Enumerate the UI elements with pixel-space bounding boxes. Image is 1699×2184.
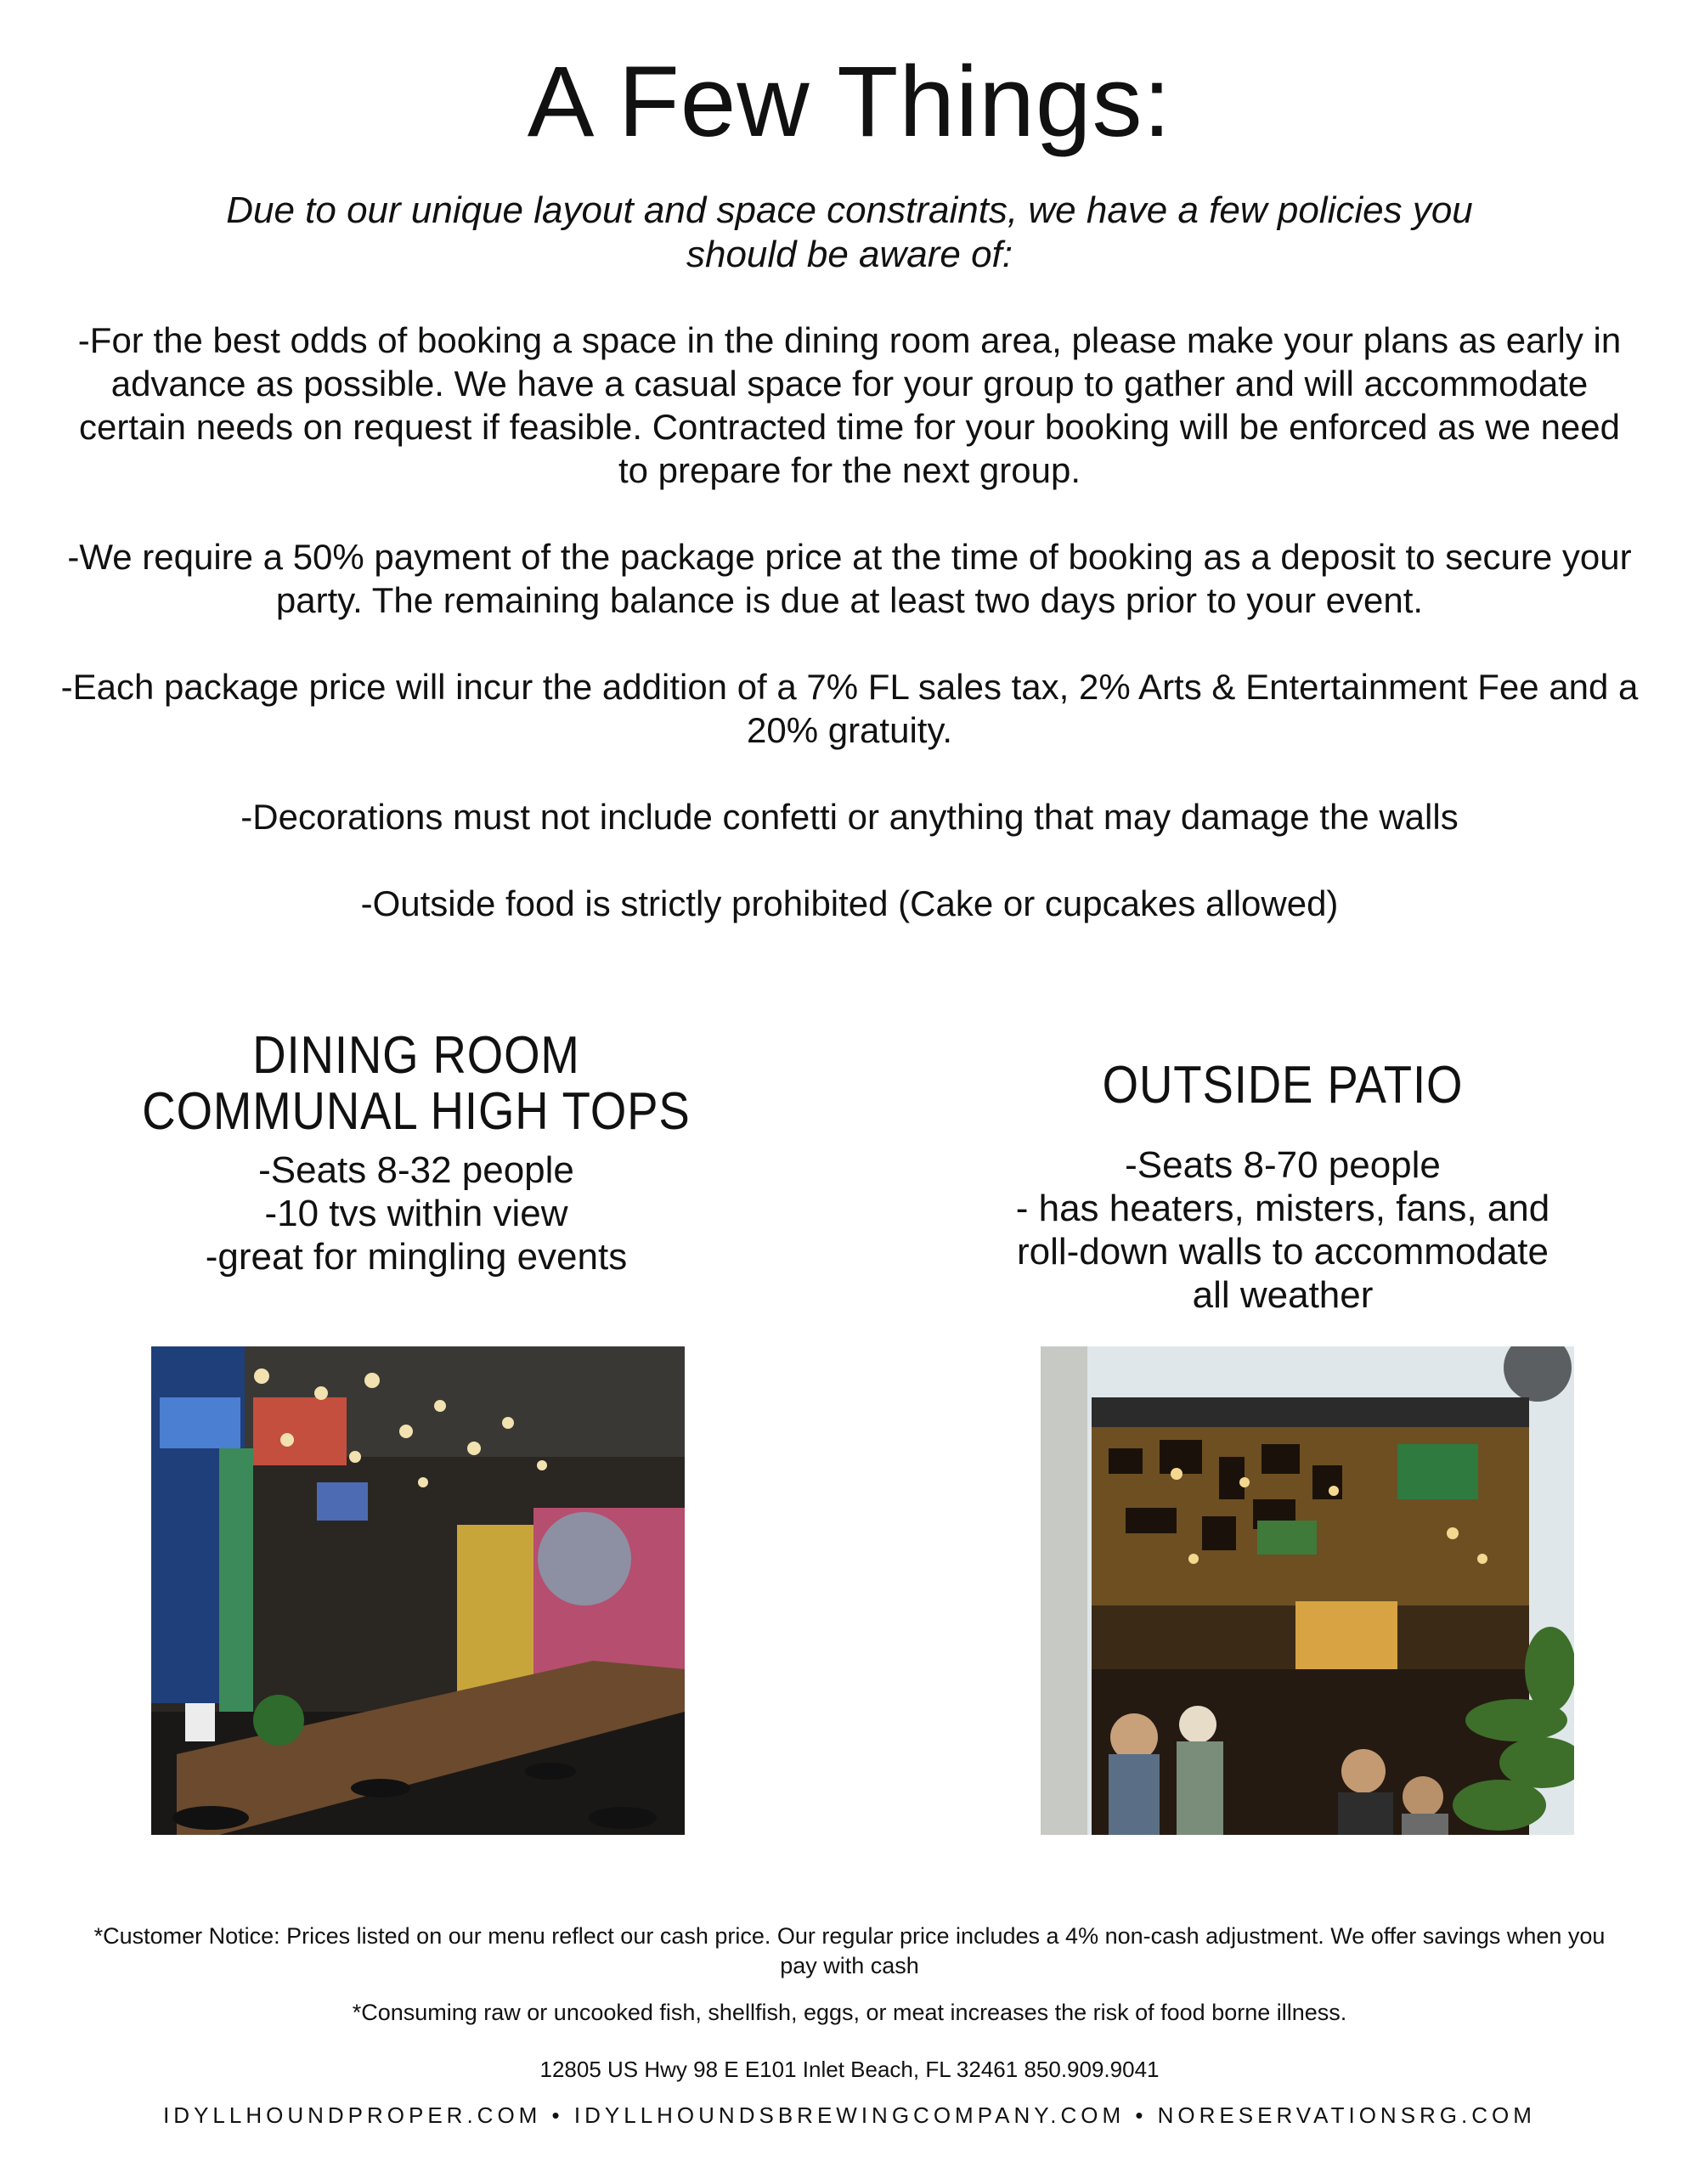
dining-room-section	[68, 1028, 765, 1278]
policy-booking: -For the best odds of booking a space in the dining room area, please make your plans as early in advance as possible. We have a casual space for your group to gather and will accommodate certain needs on request if feasible. Contracted time for your booking will be enforced as we need to prepare for the next group.	[77, 320, 1622, 490]
customer-notice: *Customer Notice: Prices listed on our menu reflect our cash price. Our regular price includes a 4% non-cash adjustment. We offer savings when you pay with cash	[93, 1923, 1606, 1978]
websites-line: IDYLLHOUNDPROPER.COM • IDYLLHOUNDSBREWINGCOMPANY.COM • NORESERVATIONSRG.COM	[163, 2102, 1536, 2128]
patio-feature-item: roll-down walls to accommodate	[1016, 1231, 1549, 1273]
policy-fees: -Each package price will incur the addition of a 7% FL sales tax, 2% Arts & Entertainment Fee and a 20% gratuity.	[60, 667, 1639, 750]
dining-room-heading	[110, 1028, 723, 1140]
policy-list	[59, 319, 1640, 968]
dining-feature-item: -Seats 8-32 people	[258, 1149, 574, 1191]
outside-patio-photo	[1041, 1346, 1574, 1835]
dining-feature-list	[68, 1148, 765, 1278]
patio-feature-item: -Seats 8-70 people	[1125, 1144, 1441, 1186]
intro-text: Due to our unique layout and space constraints, we have a few policies you should be aware of:	[226, 189, 1473, 275]
policy-decorations: -Decorations must not include confetti or anything that may damage the walls	[240, 797, 1459, 837]
dining-feature-item: -10 tvs within view	[264, 1193, 568, 1234]
policy-outside-food: -Outside food is strictly prohibited (Cake or cupcakes allowed)	[360, 883, 1339, 923]
food-safety-notice: *Consuming raw or uncooked fish, shellfish, eggs, or meat increases the risk of food borne illness.	[352, 2000, 1347, 2025]
dining-heading-line2: COMMUNAL HIGH TOPS	[142, 1082, 691, 1141]
patio-feature-item: - has heaters, misters, fans, and	[1015, 1188, 1550, 1229]
dining-room-photo	[151, 1346, 685, 1835]
patio-feature-list	[934, 1143, 1631, 1317]
address-line: 12805 US Hwy 98 E E101 Inlet Beach, FL 32461 850.909.9041	[539, 2057, 1160, 2082]
dining-heading-line1: DINING ROOM	[252, 1026, 580, 1085]
outside-patio-section	[934, 1058, 1631, 1317]
policy-deposit: -We require a 50% payment of the package price at the time of booking as a deposit to secure your party. The remaining balance is due at least two days prior to your event.	[67, 537, 1632, 620]
patio-feature-item: all weather	[1192, 1274, 1374, 1316]
page-title: A Few Things:	[527, 46, 1172, 158]
outside-patio-heading: OUTSIDE PATIO	[1102, 1056, 1464, 1115]
dining-feature-item: -great for mingling events	[205, 1236, 628, 1278]
